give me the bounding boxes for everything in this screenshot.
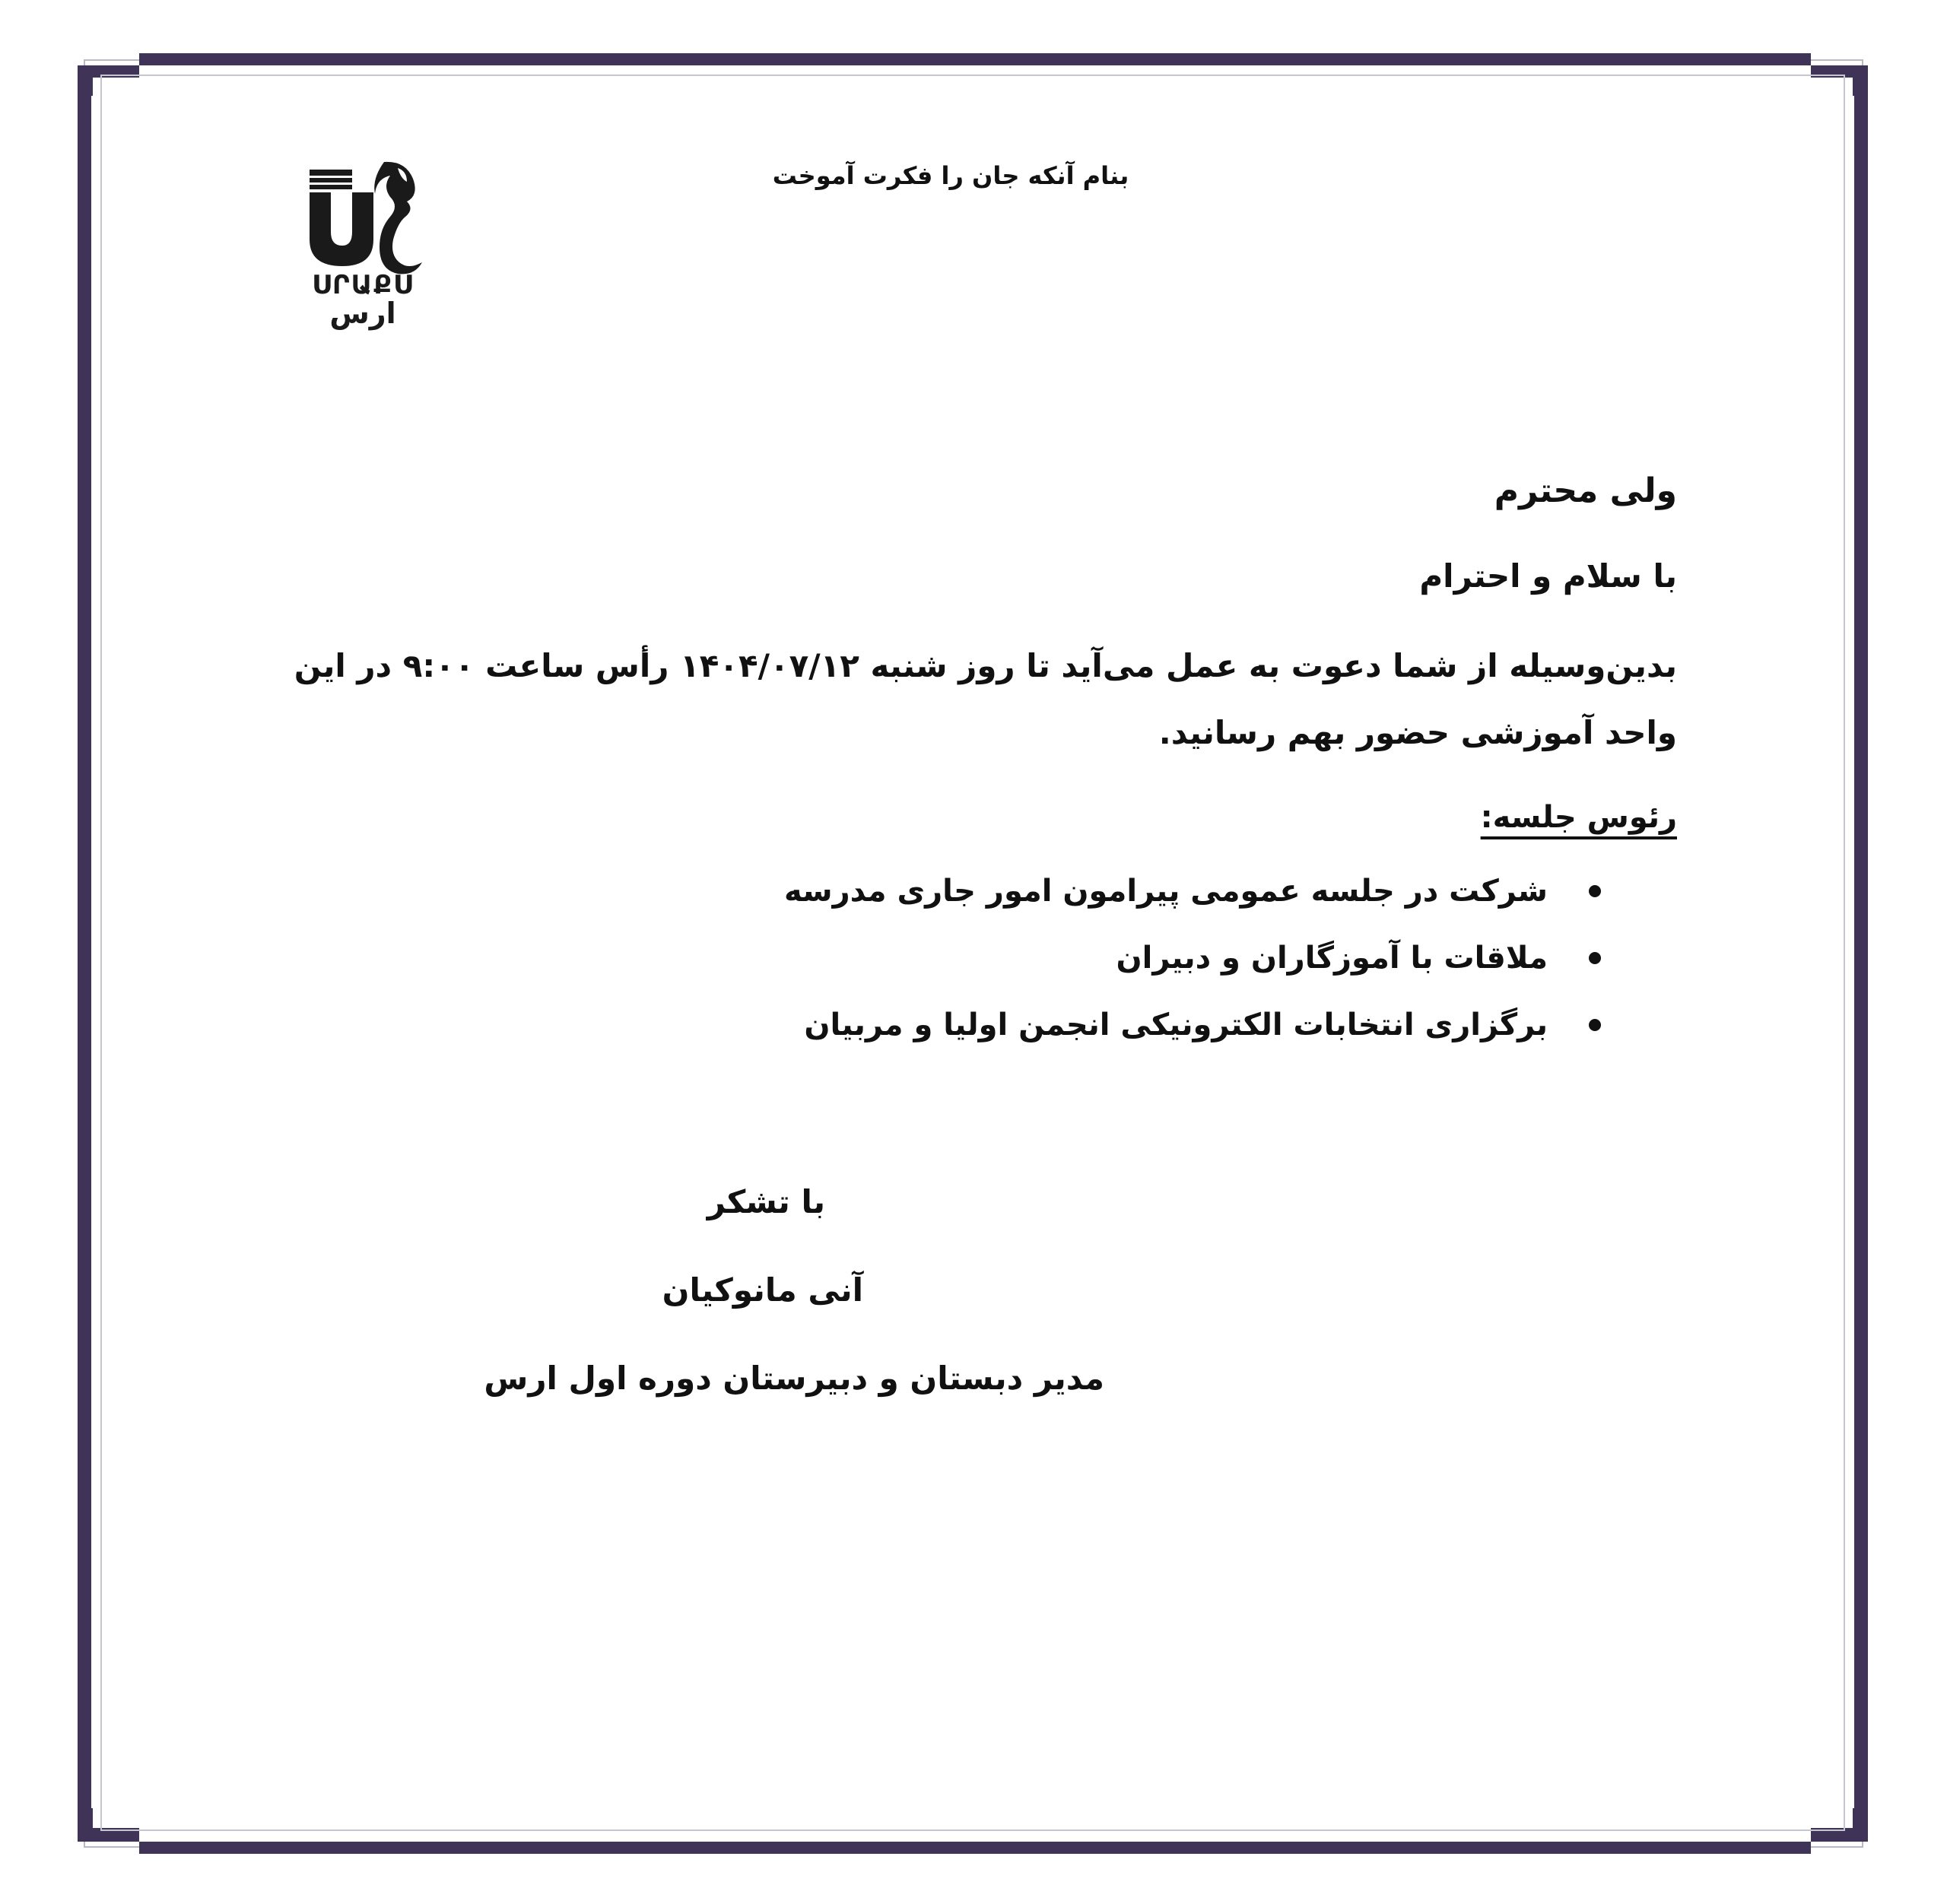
- bullet-icon: [1589, 952, 1601, 964]
- basmala-heading: بنام آنکه جان را فکرت آموخت: [772, 161, 1129, 190]
- bullet-icon: [1589, 885, 1601, 897]
- page-border-left: [78, 96, 91, 1808]
- agenda-item: [247, 925, 1548, 992]
- signatory-title: مدیر دبستان و دبیرستان دوره اول ارس: [484, 1360, 1104, 1397]
- agenda-list: [247, 858, 1677, 1058]
- closing-phrase: با تشکر: [707, 1183, 825, 1220]
- signatory-name: آنی مانوکیان: [662, 1271, 863, 1309]
- invitation-paragraph: بدین‌وسیله از شما دعوت به عمل می‌آید تا روز شنبه ۱۴۰۴/۰۷/۱۲ رأس ساعت ۹:۰۰ در این واحد آموزشی حضور بهم رسانید.: [294, 647, 1677, 751]
- agenda-item-text: ملاقات با آموزگاران و دبیران: [1116, 941, 1548, 976]
- logo-latin-text: ՍՐԱՔՍ: [312, 270, 414, 300]
- bullet-icon: [1589, 1019, 1601, 1031]
- salutation: ولی محترم: [1494, 471, 1677, 510]
- agenda-item-text: شرکت در جلسه عمومی پیرامون امور جاری مدرسه: [784, 874, 1548, 909]
- page-border-top: [139, 53, 1811, 65]
- letter-body: [247, 471, 1677, 1058]
- greeting: با سلام و احترام: [1419, 557, 1677, 595]
- agenda-item-text: برگزاری انتخابات الکترونیکی انجمن اولیا و مربیان: [804, 1008, 1548, 1042]
- school-emblem-icon: [300, 156, 430, 285]
- agenda-heading: رئوس جلسه:: [1480, 800, 1677, 835]
- page-border-bottom: [139, 1842, 1811, 1854]
- logo-persian-text: ارس: [329, 297, 396, 330]
- agenda-item: [247, 858, 1548, 925]
- page-border-right: [1854, 96, 1868, 1808]
- school-logo: [300, 156, 430, 330]
- agenda-item: [247, 992, 1548, 1058]
